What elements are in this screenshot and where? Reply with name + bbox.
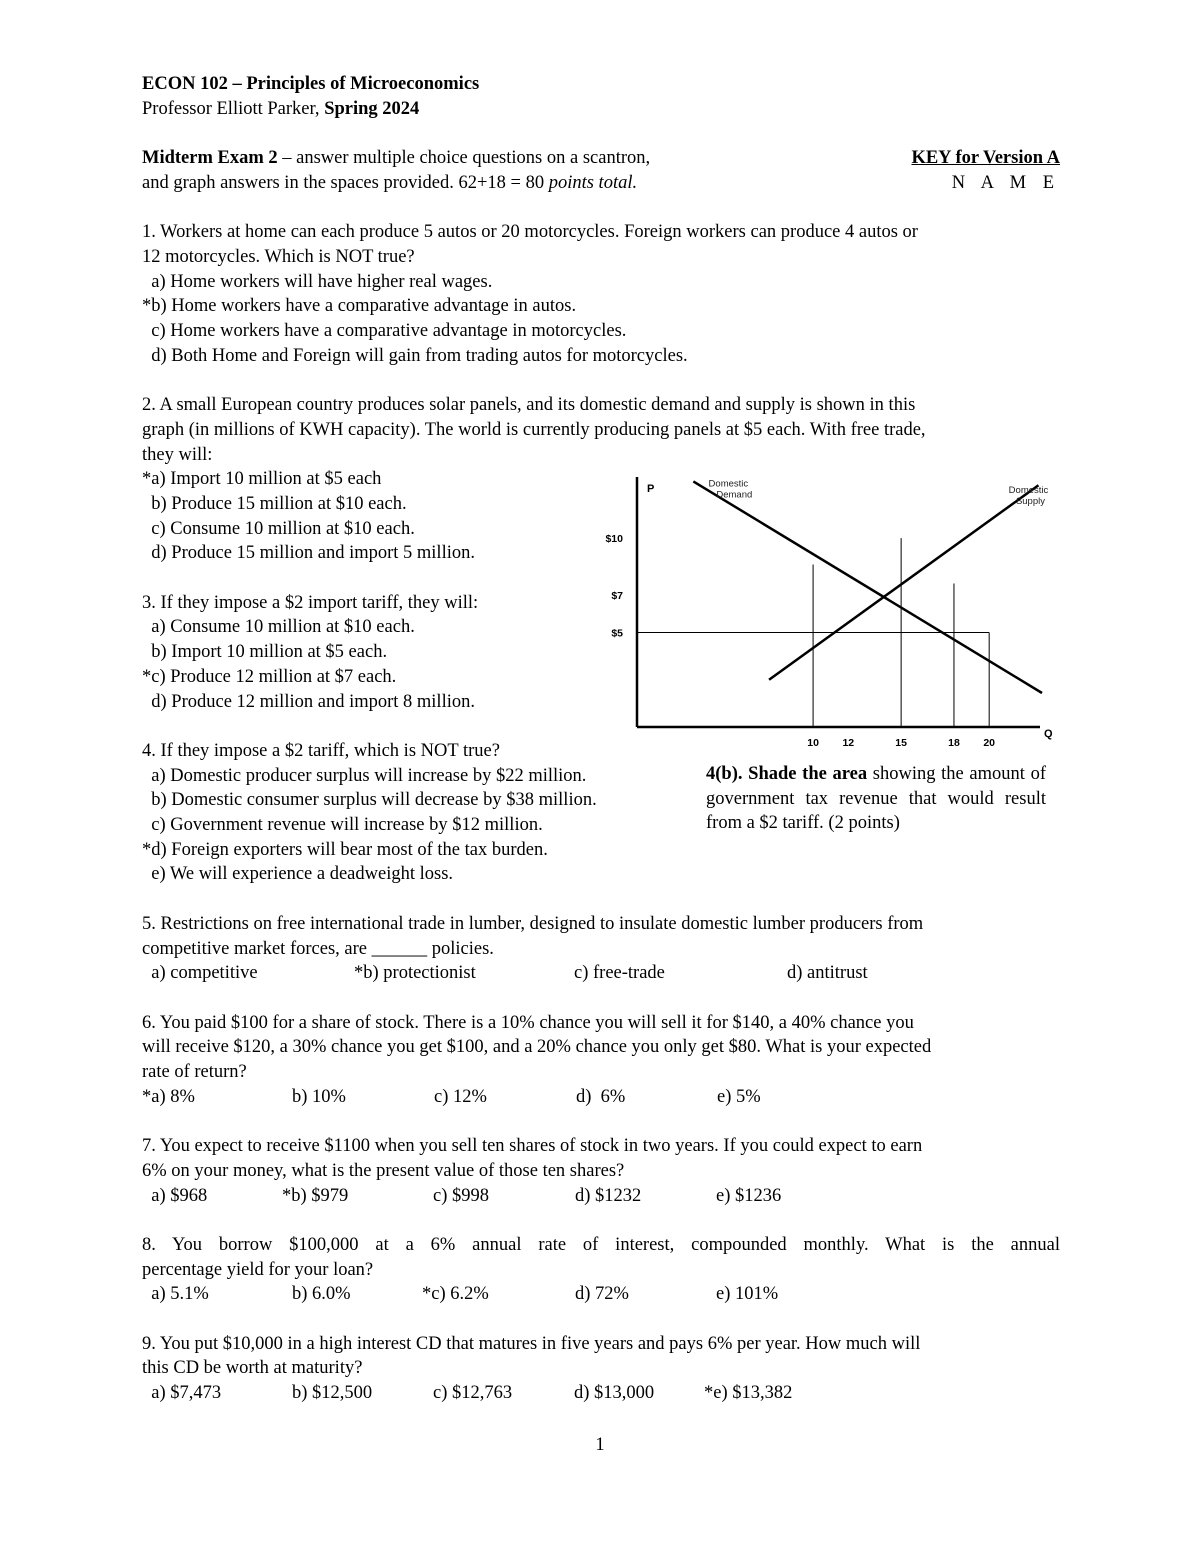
q4-option-b: b) Domestic consumer surplus will decrease by $38 million. <box>142 790 597 811</box>
x-tick-label: 18 <box>948 737 960 749</box>
y-tick-label: $5 <box>611 627 623 640</box>
course-title: ECON 102 – Principles of Microeconomics <box>142 74 480 94</box>
x-tick-label: 12 <box>842 737 855 749</box>
q7-option-a: a) $968 <box>142 1185 208 1206</box>
x-tick-label: 10 <box>807 737 819 749</box>
question-1 <box>142 220 1060 368</box>
q4-option-c: c) Government revenue will increase by $12 million. <box>142 815 543 836</box>
q4b-text: showing the amount of government tax revenue that would result from a $2 tariff. (2 points) <box>706 764 1047 834</box>
q1-option-c: c) Home workers have a comparative advantage in motorcycles. <box>142 321 627 341</box>
y-tick-label: $7 <box>611 589 623 602</box>
y-axis-label: P <box>647 483 655 495</box>
term: Spring 2024 <box>324 98 420 119</box>
q6-stem-2: will receive $120, a 30% chance you get $100, and a 20% chance you only get $80. What is your expected <box>142 1037 932 1058</box>
q5-option-a: a) competitive <box>142 963 258 984</box>
q8-stem-1: 8. You borrow $100,000 at a 6% annual rate of interest, compounded monthly. What is the annual <box>142 1234 1060 1255</box>
q8-option-b: b) 6.0% <box>292 1284 351 1305</box>
q4-option-a: a) Domestic producer surplus will increase by $22 million. <box>142 765 587 786</box>
q7-options <box>142 1184 1060 1209</box>
x-tick-label: 20 <box>983 737 996 749</box>
q3-option-c: *c) Produce 12 million at $7 each. <box>142 666 397 687</box>
instructions-line <box>142 171 1060 196</box>
q7-option-c: c) $998 <box>433 1185 489 1206</box>
demand-label-0: Domestic <box>708 478 749 490</box>
q6-option-b: b) 10% <box>292 1086 346 1107</box>
q9-option-e: *e) $13,382 <box>704 1383 793 1404</box>
q8-options <box>142 1282 1060 1307</box>
x-axis-label: Q <box>1044 728 1053 740</box>
question-7 <box>142 1134 1060 1208</box>
q9-option-d: d) $13,000 <box>574 1383 655 1404</box>
graph-axes <box>637 477 1040 727</box>
instructions-1: – answer multiple choice questions on a scantron, <box>277 148 651 169</box>
demand-label-1: Demand <box>716 489 753 501</box>
q5-option-b: *b) protectionist <box>354 963 476 984</box>
instructions-2: and graph answers in the spaces provided. 62+18 = 80 <box>142 172 549 193</box>
q2-option-b: b) Produce 15 million at $10 each. <box>142 493 407 514</box>
q8-option-c: *c) 6.2% <box>422 1284 489 1305</box>
graph-guides <box>637 538 989 727</box>
supply-label-1: Supply <box>1015 496 1046 508</box>
q6-option-e: e) 5% <box>717 1086 761 1107</box>
q2-option-a: *a) Import 10 million at $5 each <box>142 469 382 490</box>
q1-stem-1: 1. Workers at home can each produce 5 autos or 20 motorcycles. Foreign workers can produce 4 autos or <box>142 222 918 243</box>
q7-stem-1: 7. You expect to receive $1100 when you sell ten shares of stock in two years. If you could expect to earn <box>142 1136 923 1157</box>
q1-option-d: d) Both Home and Foreign will gain from trading autos for motorcycles. <box>142 345 688 366</box>
graph-series <box>693 481 1042 693</box>
supply-curve <box>769 485 1038 680</box>
supply-demand-graph <box>600 465 1060 755</box>
q2-stem-3: they will: <box>142 444 213 465</box>
q7-option-e: e) $1236 <box>716 1185 782 1206</box>
q4-option-d: *d) Foreign exporters will bear most of the tax burden. <box>142 839 548 860</box>
q9-options <box>142 1381 1060 1406</box>
y-tick-label: $10 <box>605 533 623 546</box>
exam-line <box>142 146 1060 171</box>
q3-stem: 3. If they impose a $2 import tariff, they will: <box>142 592 479 613</box>
q4b-instructions <box>706 762 1046 836</box>
q7-option-b: *b) $979 <box>282 1185 349 1206</box>
q3-option-b: b) Import 10 million at $5 each. <box>142 642 388 663</box>
q6-options <box>142 1085 1060 1110</box>
q6-option-a: *a) 8% <box>142 1086 195 1107</box>
q3-option-d: d) Produce 12 million and import 8 million. <box>142 691 475 712</box>
q4-stem: 4. If they impose a $2 tariff, which is NOT true? <box>142 740 500 761</box>
q1-option-b: *b) Home workers have a comparative advantage in autos. <box>142 296 577 317</box>
q9-option-b: b) $12,500 <box>292 1383 373 1404</box>
name-field: N A M E <box>951 172 1060 193</box>
q3-option-a: a) Consume 10 million at $10 each. <box>142 617 415 638</box>
q8-option-e: e) 101% <box>716 1284 779 1305</box>
q5-option-d: d) antitrust <box>787 963 868 984</box>
q7-option-d: d) $1232 <box>575 1185 642 1206</box>
q2-stem-2: graph (in millions of KWH capacity). The world is currently producing panels at $5 each. With free trade, <box>142 419 926 440</box>
q8-option-a: a) 5.1% <box>142 1284 209 1305</box>
q9-option-a: a) $7,473 <box>142 1383 222 1404</box>
q8-stem-2: percentage yield for your loan? <box>142 1259 374 1280</box>
demand-curve <box>693 481 1042 693</box>
q5-option-c: c) free-trade <box>574 963 665 984</box>
q9-stem-2: this CD be worth at maturity? <box>142 1358 363 1379</box>
q6-option-c: c) 12% <box>434 1086 487 1107</box>
professor-line <box>142 97 1060 122</box>
q2-option-d: d) Produce 15 million and import 5 million. <box>142 543 475 564</box>
q9-stem-1: 9. You put $10,000 in a high interest CD that matures in five years and pays 6% per year. How much will <box>142 1333 921 1354</box>
q7-stem-2: 6% on your money, what is the present value of those ten shares? <box>142 1160 625 1181</box>
q4b-bold: 4(b). Shade the area <box>706 764 868 784</box>
exam-title: Midterm Exam 2 <box>142 148 278 169</box>
q2-stem-1: 2. A small European country produces solar panels, and its domestic demand and supply is shown in this <box>142 395 916 416</box>
question-6 <box>142 1011 1060 1110</box>
x-tick-label: 15 <box>895 737 907 749</box>
key-label: KEY for Version A <box>911 148 1060 169</box>
points-total: points total. <box>548 172 638 193</box>
question-5 <box>142 912 1060 986</box>
question-8 <box>142 1233 1060 1307</box>
supply-label-0: Domestic <box>1008 485 1049 497</box>
q1-stem-2: 12 motorcycles. Which is NOT true? <box>142 246 415 267</box>
q5-stem-1: 5. Restrictions on free international trade in lumber, designed to insulate domestic lumber producers from <box>142 913 924 934</box>
q2-option-c: c) Consume 10 million at $10 each. <box>142 518 415 539</box>
q4-option-e: e) We will experience a deadweight loss. <box>142 864 454 885</box>
q5-stem-2: competitive market forces, are ______ policies. <box>142 938 494 959</box>
q8-option-d: d) 72% <box>575 1284 629 1305</box>
q6-stem-1: 6. You paid $100 for a share of stock. There is a 10% chance you will sell it for $140, a 40% chance you <box>142 1012 914 1033</box>
graph-labels <box>605 478 1053 749</box>
q9-option-c: c) $12,763 <box>433 1383 513 1404</box>
question-9 <box>142 1332 1060 1406</box>
professor-name: Professor Elliott Parker, <box>142 98 320 119</box>
q6-option-d: d) 6% <box>576 1086 626 1107</box>
page-number: 1 <box>595 1435 605 1455</box>
q5-options <box>142 961 1060 986</box>
q6-stem-3: rate of return? <box>142 1062 247 1083</box>
q1-option-a: a) Home workers will have higher real wages. <box>142 271 493 292</box>
